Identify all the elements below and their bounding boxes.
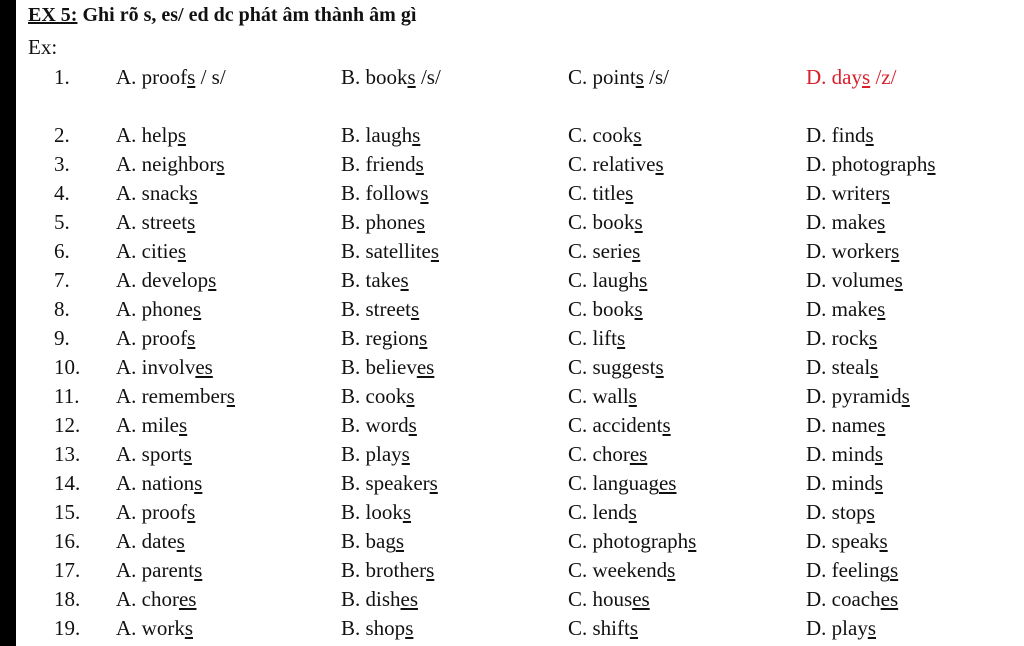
underlined-ending: s <box>625 181 634 205</box>
option-a <box>116 382 235 411</box>
underlined-ending: s <box>881 181 890 205</box>
option-stem: C. weekend <box>568 558 668 582</box>
underlined-ending: s <box>894 268 903 292</box>
option-b <box>341 556 434 585</box>
option-stem: D. rock <box>806 326 869 350</box>
underlined-ending: es <box>400 587 419 611</box>
option-c <box>568 121 642 150</box>
option-c <box>568 150 664 179</box>
question-number: 3. <box>54 152 70 176</box>
option-d <box>806 121 874 150</box>
example-label: Ex: <box>28 35 58 59</box>
option-b <box>341 440 410 469</box>
option-stem: A. street <box>116 210 188 234</box>
option-b <box>341 585 418 614</box>
option-stem: D. name <box>806 413 878 437</box>
option-suffix: /s/ <box>643 65 669 89</box>
option-d <box>806 556 898 585</box>
option-stem: C. lend <box>568 500 629 524</box>
option-stem: A. mile <box>116 413 179 437</box>
underlined-ending: s <box>187 210 196 234</box>
underlined-ending: s <box>635 65 644 89</box>
option-stem: B. friend <box>341 152 416 176</box>
option-stem: C. chor <box>568 442 630 466</box>
option-c <box>568 353 664 382</box>
option-stem: A. proof <box>116 65 188 89</box>
option-stem: D. pyramid <box>806 384 902 408</box>
option-stem: C. photograph <box>568 529 689 553</box>
option-stem: B. follow <box>341 181 421 205</box>
option-stem: C. shift <box>568 616 630 640</box>
underlined-ending: s <box>868 326 878 350</box>
question-row <box>16 411 1024 440</box>
question-row <box>16 324 1024 353</box>
option-stem: D. steal <box>806 355 871 379</box>
option-c <box>568 208 643 237</box>
underlined-ending: s <box>634 210 643 234</box>
option-c <box>568 585 650 614</box>
option-b <box>341 63 441 92</box>
option-stem: D. mind <box>806 442 875 466</box>
option-stem: A. remember <box>116 384 227 408</box>
underlined-ending: s <box>662 413 671 437</box>
question-row <box>16 237 1024 266</box>
option-c <box>568 382 637 411</box>
underlined-ending: s <box>187 500 196 524</box>
option-a <box>116 585 196 614</box>
option-d <box>806 237 899 266</box>
option-suffix: / s/ <box>195 65 226 89</box>
option-a <box>116 121 186 150</box>
option-d <box>806 382 910 411</box>
underlined-ending: s <box>226 384 235 408</box>
underlined-ending: s <box>402 500 412 524</box>
underlined-ending: s <box>874 471 884 495</box>
option-c <box>568 179 633 208</box>
underlined-ending: s <box>395 529 405 553</box>
option-d <box>806 353 878 382</box>
option-stem: A. chor <box>116 587 179 611</box>
question-row <box>16 179 1024 208</box>
underlined-ending: s <box>416 210 426 234</box>
question-row <box>16 556 1024 585</box>
option-stem: A. develop <box>116 268 209 292</box>
underlined-ending: s <box>617 326 626 350</box>
underlined-ending: es <box>178 587 197 611</box>
option-stem: C. lift <box>568 326 618 350</box>
question-number: 11. <box>54 384 80 408</box>
option-stem: B. dish <box>341 587 401 611</box>
underlined-ending: s <box>639 268 648 292</box>
underlined-ending: s <box>426 558 435 582</box>
option-stem: A. involv <box>116 355 196 379</box>
option-a <box>116 353 213 382</box>
question-number: 6. <box>54 239 70 263</box>
option-a <box>116 150 225 179</box>
option-b <box>341 382 415 411</box>
underlined-ending: s <box>633 123 642 147</box>
option-a <box>116 498 195 527</box>
option-stem: D. volume <box>806 268 895 292</box>
underlined-ending: es <box>632 587 650 611</box>
underlined-ending: es <box>629 442 648 466</box>
exercise-instruction: Ghi rõ s, es/ ed dc phát âm thành âm gì <box>77 4 417 26</box>
underlined-ending: s <box>927 152 936 176</box>
option-b <box>341 121 420 150</box>
option-a <box>116 440 192 469</box>
underlined-ending: s <box>891 239 900 263</box>
underlined-ending: s <box>870 355 879 379</box>
underlined-ending: es <box>416 355 435 379</box>
question-row <box>16 382 1024 411</box>
question-number: 7. <box>54 268 70 292</box>
underlined-ending: s <box>877 413 886 437</box>
option-d <box>806 498 875 527</box>
option-stem: A. citie <box>116 239 178 263</box>
option-stem: C. accident <box>568 413 663 437</box>
underlined-ending: s <box>862 65 871 89</box>
question-number: 17. <box>54 558 81 582</box>
question-number: 1. <box>54 65 70 89</box>
exercise-title <box>28 4 416 27</box>
option-stem: C. title <box>568 181 626 205</box>
option-stem: D. photograph <box>806 152 928 176</box>
underlined-ending: s <box>406 384 415 408</box>
question-number: 5. <box>54 210 70 234</box>
option-d <box>806 150 936 179</box>
option-c <box>568 614 638 643</box>
option-stem: D. make <box>806 297 878 321</box>
underlined-ending: s <box>410 297 420 321</box>
option-c <box>568 411 671 440</box>
question-row <box>16 295 1024 324</box>
option-stem: B. play <box>341 442 402 466</box>
underlined-ending: s <box>208 268 217 292</box>
underlined-ending: s <box>889 558 899 582</box>
question-row <box>16 614 1024 643</box>
option-stem: C. relative <box>568 152 656 176</box>
underlined-ending: s <box>632 239 641 263</box>
question-number: 14. <box>54 471 81 495</box>
question-row <box>16 63 1024 92</box>
question-row <box>16 585 1024 614</box>
option-stem: D. coach <box>806 587 881 611</box>
question-number: 9. <box>54 326 70 350</box>
option-b <box>341 614 413 643</box>
underlined-ending: es <box>195 355 213 379</box>
underlined-ending: s <box>429 471 438 495</box>
option-stem: B. phone <box>341 210 417 234</box>
option-stem: B. believ <box>341 355 417 379</box>
question-number: 15. <box>54 500 81 524</box>
option-stem: A. proof <box>116 326 188 350</box>
underlined-ending: s <box>405 616 414 640</box>
option-stem: D. feeling <box>806 558 890 582</box>
question-number: 19. <box>54 616 81 640</box>
option-stem: A. nation <box>116 471 195 495</box>
option-stem: A. proof <box>116 500 188 524</box>
option-d <box>806 63 896 92</box>
option-stem: D. play <box>806 616 868 640</box>
underlined-ending: s <box>189 181 198 205</box>
option-stem: B. take <box>341 268 401 292</box>
underlined-ending: s <box>187 326 196 350</box>
option-stem: B. bag <box>341 529 396 553</box>
question-number: 18. <box>54 587 81 611</box>
underlined-ending: s <box>866 500 875 524</box>
underlined-ending: s <box>655 152 664 176</box>
underlined-ending: s <box>216 152 225 176</box>
underlined-ending: s <box>629 616 639 640</box>
exercise-number: EX 5: <box>28 4 78 26</box>
option-a <box>116 266 216 295</box>
option-stem: A. parent <box>116 558 195 582</box>
question-number: 2. <box>54 123 70 147</box>
underlined-ending: s <box>407 65 416 89</box>
option-d <box>806 295 885 324</box>
option-b <box>341 469 438 498</box>
option-c <box>568 527 696 556</box>
option-stem: D. day <box>806 65 862 89</box>
option-b <box>341 527 404 556</box>
option-stem: A. phone <box>116 297 193 321</box>
option-stem: B. look <box>341 500 403 524</box>
option-stem: C. book <box>568 297 635 321</box>
option-b <box>341 179 429 208</box>
underlined-ending: s <box>187 65 196 89</box>
option-stem: B. satellite <box>341 239 431 263</box>
underlined-ending: s <box>667 558 676 582</box>
option-b <box>341 266 409 295</box>
underlined-ending: s <box>193 297 202 321</box>
question-row <box>16 469 1024 498</box>
option-stem: C. cook <box>568 123 634 147</box>
question-number: 13. <box>54 442 81 466</box>
option-stem: C. serie <box>568 239 633 263</box>
underlined-ending: s <box>874 442 884 466</box>
option-a <box>116 63 226 92</box>
option-d <box>806 440 883 469</box>
underlined-ending: s <box>628 500 637 524</box>
option-a <box>116 295 201 324</box>
option-d <box>806 527 888 556</box>
option-stem: C. languag <box>568 471 659 495</box>
option-a <box>116 237 186 266</box>
underlined-ending: s <box>184 616 194 640</box>
option-stem: C. laugh <box>568 268 640 292</box>
option-b <box>341 237 439 266</box>
underlined-ending: s <box>879 529 888 553</box>
underlined-ending: s <box>419 326 428 350</box>
underlined-ending: s <box>183 442 192 466</box>
underlined-ending: s <box>194 471 203 495</box>
option-c <box>568 324 625 353</box>
option-d <box>806 179 890 208</box>
option-d <box>806 324 877 353</box>
option-c <box>568 63 669 92</box>
question-row <box>16 150 1024 179</box>
underlined-ending: s <box>430 239 440 263</box>
option-c <box>568 237 640 266</box>
option-d <box>806 469 883 498</box>
option-a <box>116 527 185 556</box>
option-a <box>116 324 195 353</box>
option-d <box>806 614 876 643</box>
option-b <box>341 411 417 440</box>
option-a <box>116 556 202 585</box>
option-stem: D. find <box>806 123 866 147</box>
option-stem: D. make <box>806 210 878 234</box>
option-stem: B. word <box>341 413 409 437</box>
underlined-ending: s <box>634 297 643 321</box>
option-stem: C. suggest <box>568 355 656 379</box>
option-a <box>116 179 198 208</box>
underlined-ending: s <box>420 181 429 205</box>
underlined-ending: s <box>628 384 637 408</box>
underlined-ending: s <box>408 413 417 437</box>
option-c <box>568 266 647 295</box>
option-stem: B. shop <box>341 616 406 640</box>
option-suffix: /z/ <box>870 65 897 89</box>
underlined-ending: s <box>877 297 886 321</box>
option-b <box>341 498 411 527</box>
question-row <box>16 208 1024 237</box>
option-d <box>806 266 903 295</box>
option-b <box>341 208 425 237</box>
option-stem: D. mind <box>806 471 875 495</box>
option-stem: A. work <box>116 616 185 640</box>
option-stem: C. book <box>568 210 635 234</box>
underlined-ending: s <box>400 268 409 292</box>
underlined-ending: s <box>412 123 421 147</box>
option-c <box>568 498 637 527</box>
option-b <box>341 295 419 324</box>
option-d <box>806 411 885 440</box>
question-row <box>16 498 1024 527</box>
option-stem: B. brother <box>341 558 427 582</box>
underlined-ending: s <box>194 558 203 582</box>
underlined-ending: s <box>176 529 185 553</box>
option-b <box>341 150 424 179</box>
question-row <box>16 121 1024 150</box>
underlined-ending: s <box>901 384 910 408</box>
underlined-ending: s <box>401 442 410 466</box>
underlined-ending: s <box>867 616 877 640</box>
option-b <box>341 324 427 353</box>
option-stem: A. sport <box>116 442 184 466</box>
option-d <box>806 585 898 614</box>
option-stem: C. point <box>568 65 636 89</box>
underlined-ending: s <box>415 152 424 176</box>
question-row <box>16 353 1024 382</box>
option-stem: D. speak <box>806 529 880 553</box>
question-number: 8. <box>54 297 70 321</box>
option-stem: D. worker <box>806 239 892 263</box>
option-stem: C. hous <box>568 587 633 611</box>
underlined-ending: s <box>177 239 186 263</box>
underlined-ending: s <box>177 123 187 147</box>
underlined-ending: s <box>655 355 664 379</box>
underlined-ending: s <box>688 529 697 553</box>
underlined-ending: s <box>179 413 188 437</box>
option-a <box>116 411 187 440</box>
question-row <box>16 440 1024 469</box>
option-stem: B. region <box>341 326 420 350</box>
option-c <box>568 295 643 324</box>
question-number: 4. <box>54 181 70 205</box>
option-stem: B. street <box>341 297 411 321</box>
question-number: 10. <box>54 355 81 379</box>
question-number: 16. <box>54 529 81 553</box>
option-stem: A. date <box>116 529 177 553</box>
option-d <box>806 208 885 237</box>
underlined-ending: es <box>658 471 677 495</box>
option-b <box>341 353 434 382</box>
question-number: 12. <box>54 413 81 437</box>
option-suffix: /s/ <box>415 65 441 89</box>
option-stem: B. book <box>341 65 408 89</box>
question-row <box>16 527 1024 556</box>
option-stem: A. snack <box>116 181 190 205</box>
option-a <box>116 208 195 237</box>
underlined-ending: s <box>865 123 874 147</box>
option-stem: B. speaker <box>341 471 430 495</box>
option-c <box>568 469 676 498</box>
option-stem: B. laugh <box>341 123 413 147</box>
option-c <box>568 556 675 585</box>
underlined-ending: es <box>880 587 899 611</box>
option-stem: D. writer <box>806 181 882 205</box>
option-stem: D. stop <box>806 500 867 524</box>
option-stem: A. help <box>116 123 178 147</box>
option-stem: C. wall <box>568 384 629 408</box>
option-c <box>568 440 647 469</box>
underlined-ending: s <box>877 210 886 234</box>
question-row <box>16 266 1024 295</box>
document-page <box>16 0 1024 646</box>
option-stem: B. cook <box>341 384 407 408</box>
option-a <box>116 614 193 643</box>
option-a <box>116 469 202 498</box>
option-stem: A. neighbor <box>116 152 217 176</box>
